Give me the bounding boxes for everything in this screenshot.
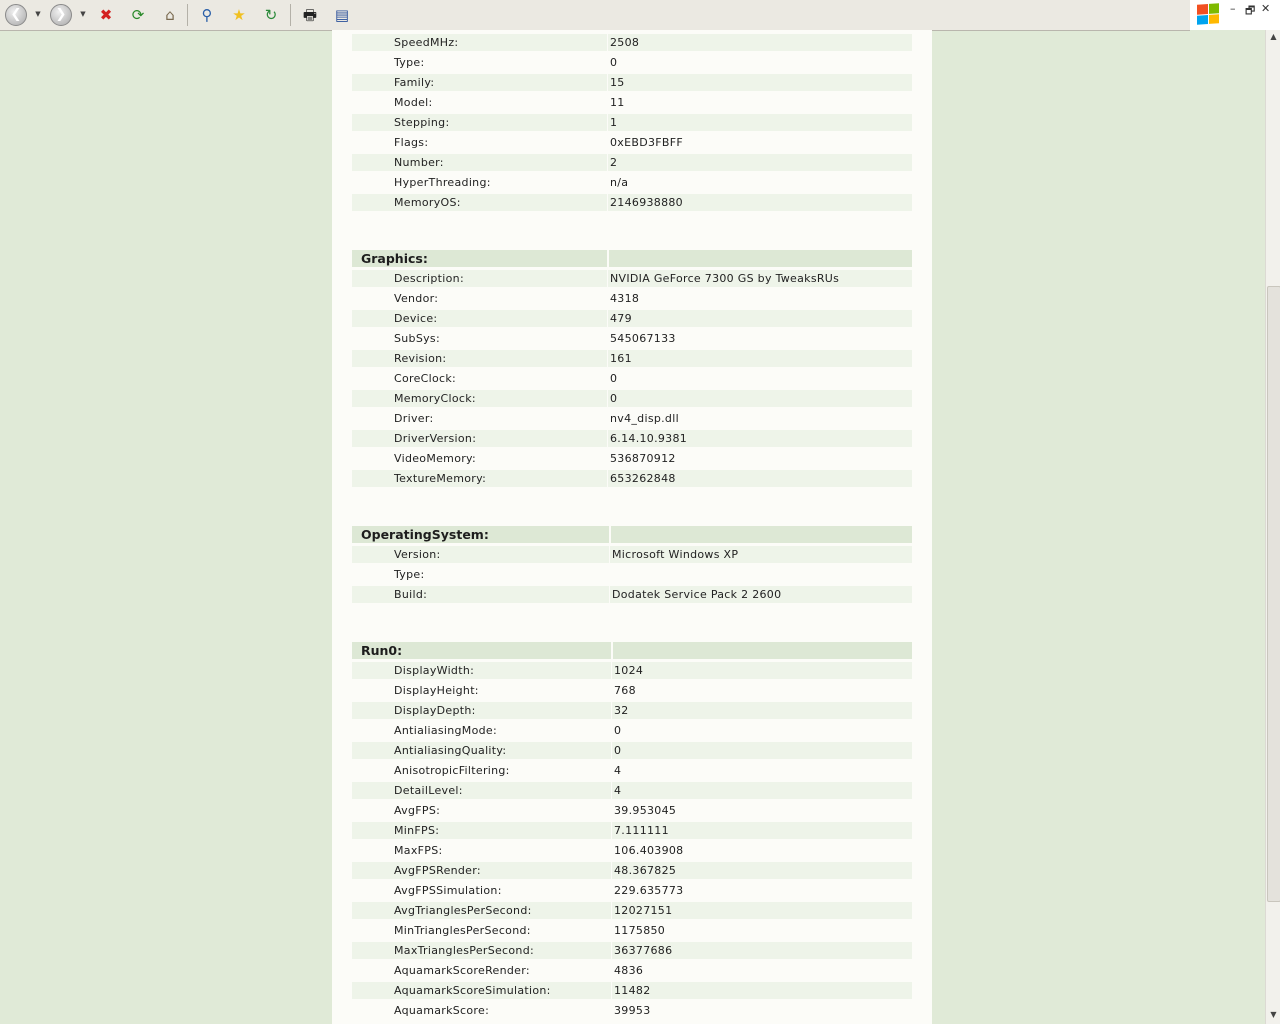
row-value: 12027151 xyxy=(614,904,673,917)
table-row xyxy=(352,722,912,739)
row-value: 4 xyxy=(614,784,622,797)
forward-arrow-icon: ❯ xyxy=(50,4,72,26)
table-row xyxy=(352,762,912,779)
row-value: 2 xyxy=(610,156,618,169)
stop-button[interactable] xyxy=(94,3,118,27)
home-button[interactable] xyxy=(158,3,182,27)
row-value: 4836 xyxy=(614,964,644,977)
table-row xyxy=(352,450,912,467)
star-icon: ★ xyxy=(232,6,246,24)
table-row xyxy=(352,862,912,879)
section-header-run0 xyxy=(352,642,912,659)
row-key: Stepping: xyxy=(352,114,608,131)
table-row xyxy=(352,902,912,919)
dropdown-arrow-icon[interactable]: ▼ xyxy=(80,10,86,18)
row-key: Device: xyxy=(352,310,608,327)
row-value: 0 xyxy=(614,724,622,737)
table-row xyxy=(352,330,912,347)
row-key: Flags: xyxy=(394,136,429,149)
toolbar-separator xyxy=(290,4,291,26)
row-key: Number: xyxy=(352,154,608,171)
row-value: 161 xyxy=(610,352,632,365)
row-value: 15 xyxy=(610,76,625,89)
row-key: VideoMemory: xyxy=(394,452,477,465)
row-key: AvgTrianglesPerSecond: xyxy=(352,902,612,919)
table-row xyxy=(352,882,912,899)
row-key: TextureMemory: xyxy=(352,470,608,487)
row-key: AntialiasingQuality: xyxy=(352,742,612,759)
table-row xyxy=(352,822,912,839)
row-key: CoreClock: xyxy=(394,372,457,385)
row-value: 0 xyxy=(610,392,618,405)
header-divider xyxy=(609,526,611,543)
row-value: 0 xyxy=(610,56,618,69)
section-title: Run0: xyxy=(361,643,403,658)
row-key: AquamarkScoreRender: xyxy=(394,964,530,977)
forward-button[interactable] xyxy=(49,3,73,27)
table-row xyxy=(352,430,912,447)
row-key: Vendor: xyxy=(394,292,439,305)
back-button[interactable] xyxy=(4,3,28,27)
row-key: MaxTrianglesPerSecond: xyxy=(352,942,612,959)
row-value: 479 xyxy=(610,312,632,325)
table-row xyxy=(352,410,912,427)
row-value: 7.111111 xyxy=(614,824,669,837)
table-row xyxy=(352,962,912,979)
row-value: 6.14.10.9381 xyxy=(610,432,688,445)
scrollbar-thumb[interactable] xyxy=(1267,286,1280,902)
row-value: 106.403908 xyxy=(614,844,684,857)
row-key: Type: xyxy=(394,568,425,581)
row-key: AvgFPSRender: xyxy=(352,862,612,879)
row-key: DisplayDepth: xyxy=(352,702,612,719)
row-key: MemoryOS: xyxy=(352,194,608,211)
section-title: OperatingSystem: xyxy=(361,527,489,542)
printer-icon: 🖶 xyxy=(302,6,318,24)
table-row xyxy=(352,370,912,387)
table-row xyxy=(352,742,912,759)
table-row xyxy=(352,54,912,71)
back-arrow-icon: ❮ xyxy=(5,4,27,26)
row-key: DisplayWidth: xyxy=(352,662,612,679)
row-key: Driver: xyxy=(394,412,434,425)
row-key: SubSys: xyxy=(394,332,440,345)
row-key: AquamarkScoreSimulation: xyxy=(352,982,612,999)
row-value: Dodatek Service Pack 2 2600 xyxy=(612,588,782,601)
row-key: AvgFPSSimulation: xyxy=(394,884,502,897)
row-value: 1024 xyxy=(614,664,644,677)
edit-page-icon: ▤ xyxy=(334,6,350,24)
table-row xyxy=(352,34,912,51)
windows-logo-icon xyxy=(1197,3,1219,25)
row-value: 11 xyxy=(610,96,625,109)
row-value: 48.367825 xyxy=(614,864,677,877)
row-key: AvgFPS: xyxy=(394,804,441,817)
row-value: n/a xyxy=(610,176,629,189)
table-row xyxy=(352,802,912,819)
table-row xyxy=(352,922,912,939)
row-key: AquamarkScore: xyxy=(394,1004,490,1017)
table-row xyxy=(352,114,912,131)
row-key: MaxFPS: xyxy=(394,844,443,857)
row-key: DriverVersion: xyxy=(352,430,608,447)
favorites-button[interactable] xyxy=(227,3,251,27)
table-row xyxy=(352,586,912,603)
row-value: Microsoft Windows XP xyxy=(612,548,739,561)
refresh-icon: ⟳ xyxy=(131,6,145,24)
row-value: 768 xyxy=(614,684,636,697)
scroll-up-arrow-icon[interactable]: ▲ xyxy=(1270,32,1277,41)
table-row xyxy=(352,982,912,999)
search-button[interactable] xyxy=(195,3,219,27)
table-row xyxy=(352,470,912,487)
row-key: MinFPS: xyxy=(352,822,612,839)
row-value: NVIDIA GeForce 7300 GS by TweaksRUs xyxy=(610,272,840,285)
table-row xyxy=(352,94,912,111)
print-button[interactable] xyxy=(298,3,322,27)
restore-button[interactable]: 🗗 xyxy=(1245,4,1256,17)
table-row xyxy=(352,662,912,679)
row-key: Revision: xyxy=(352,350,608,367)
edit-button[interactable] xyxy=(330,3,354,27)
history-button[interactable] xyxy=(259,3,283,27)
table-row xyxy=(352,842,912,859)
row-value: 653262848 xyxy=(610,472,676,485)
row-value: 4318 xyxy=(610,292,640,305)
search-icon: ⚲ xyxy=(201,6,213,24)
table-row xyxy=(352,942,912,959)
table-row xyxy=(352,290,912,307)
row-value: 536870912 xyxy=(610,452,676,465)
table-row xyxy=(352,1002,912,1019)
table-row xyxy=(352,546,912,563)
table-row xyxy=(352,682,912,699)
row-value: 0 xyxy=(614,744,622,757)
row-value: 2146938880 xyxy=(610,196,683,209)
section-title: Graphics: xyxy=(361,251,428,266)
row-value: 11482 xyxy=(614,984,651,997)
row-value: 545067133 xyxy=(610,332,676,345)
browser-toolbar xyxy=(0,0,1190,31)
row-key: MemoryClock: xyxy=(352,390,608,407)
window-controls xyxy=(1190,0,1280,30)
row-value: 2508 xyxy=(610,36,640,49)
report-page xyxy=(332,30,932,1024)
row-key: Family: xyxy=(352,74,608,91)
table-row xyxy=(352,390,912,407)
row-key: DetailLevel: xyxy=(352,782,612,799)
history-icon: ↻ xyxy=(264,6,278,24)
row-value: 0 xyxy=(610,372,618,385)
row-value: 4 xyxy=(614,764,622,777)
table-row xyxy=(352,134,912,151)
row-value: 32 xyxy=(614,704,629,717)
header-divider xyxy=(611,642,613,659)
row-key: SpeedMHz: xyxy=(352,34,608,51)
row-key: MinTrianglesPerSecond: xyxy=(394,924,531,937)
vertical-scrollbar[interactable] xyxy=(1265,30,1280,1024)
table-row xyxy=(352,566,912,583)
stop-icon: ✖ xyxy=(99,6,113,24)
table-row xyxy=(352,270,912,287)
row-value: 1 xyxy=(610,116,618,129)
table-row xyxy=(352,174,912,191)
row-key: Build: xyxy=(352,586,610,603)
refresh-button[interactable] xyxy=(126,3,150,27)
row-key: AnisotropicFiltering: xyxy=(394,764,510,777)
row-key: HyperThreading: xyxy=(394,176,491,189)
table-row xyxy=(352,702,912,719)
row-key: DisplayHeight: xyxy=(394,684,479,697)
row-key: AntialiasingMode: xyxy=(394,724,497,737)
row-value: nv4_disp.dll xyxy=(610,412,679,425)
table-row xyxy=(352,154,912,171)
close-button[interactable]: ✕ xyxy=(1261,2,1271,15)
table-row xyxy=(352,350,912,367)
row-value: 0xEBD3FBFF xyxy=(610,136,684,149)
section-header-os xyxy=(352,526,912,543)
table-row xyxy=(352,782,912,799)
row-value: 39953 xyxy=(614,1004,651,1017)
row-key: Type: xyxy=(394,56,425,69)
scroll-down-arrow-icon[interactable]: ▼ xyxy=(1270,1010,1277,1019)
home-icon: ⌂ xyxy=(165,6,175,24)
toolbar-separator xyxy=(187,4,188,26)
row-value: 36377686 xyxy=(614,944,673,957)
row-key: Model: xyxy=(394,96,433,109)
section-header-graphics xyxy=(352,250,912,267)
row-key: Description: xyxy=(352,270,608,287)
header-divider xyxy=(607,250,609,267)
table-row xyxy=(352,310,912,327)
dropdown-arrow-icon[interactable]: ▼ xyxy=(35,10,41,18)
row-value: 39.953045 xyxy=(614,804,677,817)
table-row xyxy=(352,194,912,211)
row-value: 229.635773 xyxy=(614,884,684,897)
table-row xyxy=(352,74,912,91)
minimize-button[interactable]: – xyxy=(1230,2,1236,15)
row-value: 1175850 xyxy=(614,924,666,937)
row-key: Version: xyxy=(352,546,610,563)
